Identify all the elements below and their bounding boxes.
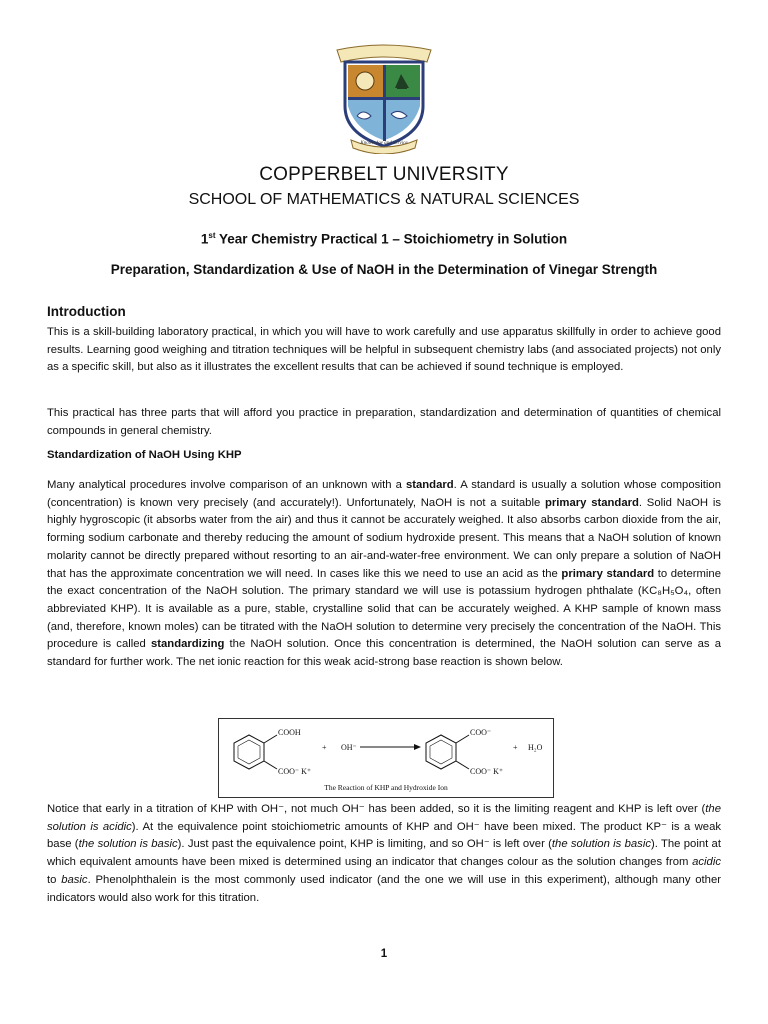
university-crest-logo [331,42,437,154]
introduction-paragraph-1: This is a skill-building laboratory practical, in which you will have to work carefully and use apparatus skillfully in order to achieve good results. Learning good weighing and titration techniques will be helpful in subsequent chemistry labs (and associated projects) not only as a specific skill, but also as it illustrates the excellent results that can be achieved if sound technique is employed. [47,326,721,374]
khp-reaction-figure [218,718,554,798]
university-name: COPPERBELT UNIVERSITY [259,164,509,185]
equivalence-paragraph: Notice that early in a titration of KHP with OH⁻, not much OH⁻ has been added, so it is the limiting reagent and KHP is left over (the solution is acidic). At the equivalence point stoichiometric amounts of KHP and OH⁻ have been mixed. The product KP⁻ is a weak base (the solution is basic). Just past the equivalence point, KHP is limiting, and so OH⁻ is left over (the solution is basic). The point at which equivalent amounts have been mixed is determined using an indicator that changes colour as the solution changes from acidic to basic. Phenolphthalein is the most commonly used indicator (and the one we will use in this experiment), although many other indicators would also work for this titration. [47,803,722,904]
water-product: H₂O [528,743,543,752]
introduction-heading: Introduction [47,304,126,319]
figure-caption: The Reaction of KHP and Hydroxide Ion [324,783,448,792]
product-bottom-group: COO⁻ K⁺ [470,767,504,776]
plus-sign-2: + [513,743,518,752]
practical-subtitle: Preparation, Standardization & Use of NaOH in the Determination of Vinegar Strength [110,262,658,277]
introduction-paragraph-2: This practical has three parts that will afford you practice in preparation, standardization and determination of quantities of chemical compounds in general chemistry. [47,407,721,437]
standardization-paragraph: Many analytical procedures involve comparison of an unknown with a standard. A standard is usually a solution whose composition (concentration) is known very precisely (and accurately!). Unfortunately, NaOH is not a suitable primary standard. Solid NaOH is highly hygroscopic (it absorbs water from the air) and thus it cannot be accurately weighed. It also absorbs carbon dioxide from the air, forming sodium carbonate and thereby reducing the amount of sodium hydroxide present. This means that a NaOH solution of known molarity cannot be directly prepared without resorting to an air-and-water-free environment. We can only prepare a solution of NaOH that has the approximate concentration we will need. In cases like this we need to use an acid as the primary standard to determine the exact concentration of the NaOH solution. The primary standard we will use is potassium hydrogen phthalate (KC₈H₅O₄, often abbreviated KHP). It is available as a pure, stable, crystalline solid that can be accurately weighed. A KHP sample of known mass (and, therefore, known moles) can be titrated with the NaOH solution to determine very precisely the concentration of the NaOH. This procedure is called standardizing the NaOH solution. Once this concentration is determined, the NaOH solution can serve as a standard for further work. The net ionic reaction for this weak acid-strong base reaction is shown below. [47,479,721,669]
page-number: 1 [380,948,388,960]
reactant-bottom-group: COO⁻ K⁺ [278,767,312,776]
plus-sign-1: + [322,743,327,752]
practical-title: 1st Year Chemistry Practical 1 – Stoichiometry in Solution [200,231,568,247]
standardization-heading: Standardization of NaOH Using KHP [47,449,242,461]
reactant-top-group: COOH [278,728,301,737]
crest-motto: Knowledge and Service [360,141,408,146]
product-top-group: COO⁻ [470,728,492,737]
hydroxide-ion: OH⁻ [341,743,357,752]
school-name: SCHOOL OF MATHEMATICS & NATURAL SCIENCES [188,191,580,208]
